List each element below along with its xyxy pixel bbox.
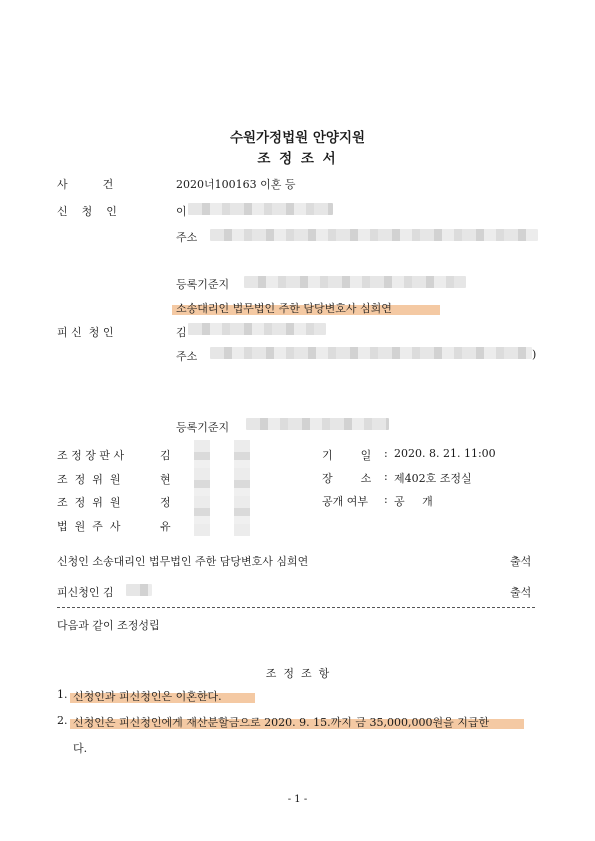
respondent-registry-label: 등록기준지 xyxy=(176,421,230,434)
respondent-label: 피 신 청 인 xyxy=(57,326,114,339)
redacted-petitioner-registry xyxy=(244,276,466,288)
term-2-continuation: 다. xyxy=(73,742,88,755)
session-place-label: 장 소 xyxy=(322,472,372,485)
settlement-result: 다음과 같이 조정성립 xyxy=(57,619,160,632)
petitioner-name: 이 xyxy=(176,205,187,218)
redacted-attendance-name xyxy=(126,584,152,596)
session-date-value: 2020. 8. 21. 11:00 xyxy=(394,447,496,460)
attendance-respondent-status: 출석 xyxy=(510,586,532,599)
redacted-petitioner-address xyxy=(210,229,538,241)
panel-chief-label: 조 정 장 판 사 xyxy=(57,449,125,462)
session-date-label: 기 일 xyxy=(322,449,372,462)
session-public-label: 공개 여부 xyxy=(322,495,369,508)
terms-title: 조 정 조 항 xyxy=(265,667,330,680)
attendance-petitioner-status: 출석 xyxy=(510,555,532,568)
attendance-petitioner: 신청인 소송대리인 법무법인 주한 담당변호사 심희연 xyxy=(57,555,309,568)
panel-member1-name: 현 xyxy=(160,473,171,486)
respondent-name: 김 xyxy=(176,326,187,339)
redacted-panel-names-1 xyxy=(194,440,210,536)
document-title: 조 정 조 서 xyxy=(257,151,338,167)
panel-member2-name: 정 xyxy=(160,496,171,509)
court-clerk-label: 법 원 주 사 xyxy=(57,520,121,533)
court-clerk-name: 유 xyxy=(160,520,171,533)
redacted-respondent-address xyxy=(210,347,532,359)
attendance-respondent: 피신청인 김 xyxy=(57,586,114,599)
respondent-address-label: 주소 xyxy=(176,350,198,363)
redacted-panel-names-2 xyxy=(234,440,250,536)
petitioner-counsel: 소송대리인 법무법인 주한 담당변호사 심희연 xyxy=(176,302,392,315)
term-2-number: 2. xyxy=(57,714,68,727)
petitioner-registry-label: 등록기준지 xyxy=(176,278,230,291)
panel-chief-name: 김 xyxy=(160,449,171,462)
term-2-text: 신청인은 피신청인에게 재산분할금으로 2020. 9. 15.까지 금 35,000,000원을 지급한 xyxy=(73,716,490,729)
divider xyxy=(57,607,535,608)
panel-member2-label: 조 정 위 원 xyxy=(57,496,121,509)
respondent-address-end: ) xyxy=(532,348,537,361)
term-1-number: 1. xyxy=(57,688,68,701)
session-public-value: 공 개 xyxy=(394,495,433,508)
term-1-text: 신청인과 피신청인은 이혼한다. xyxy=(73,690,222,703)
court-name: 수원가정법원 안양지원 xyxy=(229,130,366,146)
petitioner-address-label: 주소 xyxy=(176,231,198,244)
panel-member1-label: 조 정 위 원 xyxy=(57,473,121,486)
page-number: - 1 - xyxy=(287,794,308,805)
redacted-respondent-registry xyxy=(246,418,389,430)
case-label: 사 건 xyxy=(57,178,114,191)
session-place-value: 제402호 조정실 xyxy=(394,472,472,485)
case-number: 2020너100163 이혼 등 xyxy=(176,178,296,191)
redacted-petitioner-name xyxy=(188,203,333,215)
petitioner-label: 신 청 인 xyxy=(57,205,117,218)
redacted-respondent-name xyxy=(188,323,326,335)
